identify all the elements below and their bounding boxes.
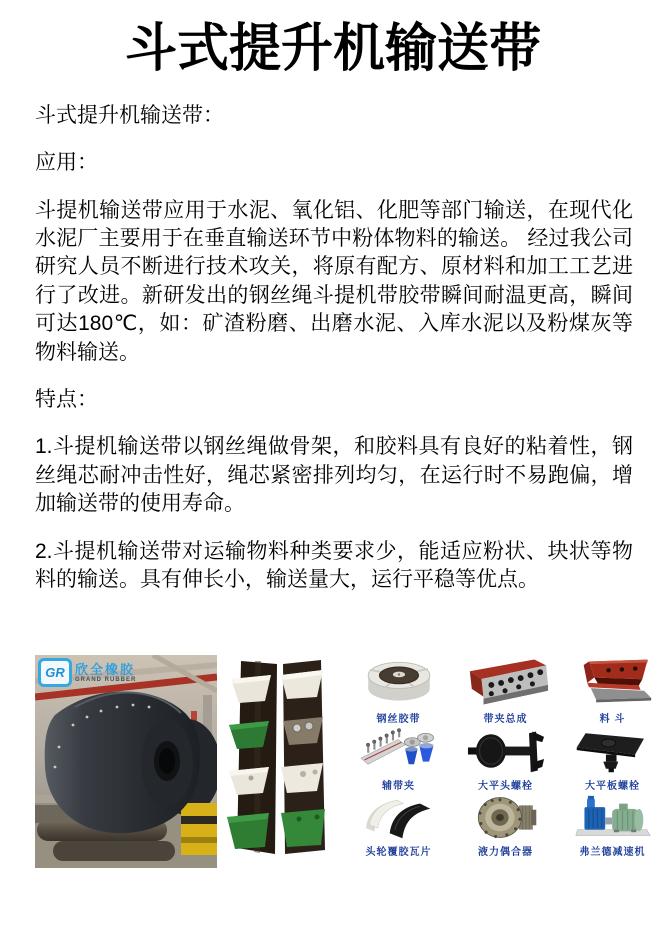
features-label: 特点： <box>35 388 98 412</box>
belt-clamp-assembly-image <box>462 655 550 707</box>
product-label: 辅带夹 <box>382 781 415 792</box>
product-cell-steel-wire-belt <box>345 655 452 728</box>
product-cell-belt-clamp-assembly <box>452 655 559 728</box>
intro-label: 斗式提升机输送带： <box>35 103 224 127</box>
logo-name-en: GRAND RUBBER <box>75 676 137 683</box>
product-label: 大平头螺栓 <box>478 781 533 792</box>
logo-gr-monogram: GR <box>38 658 72 687</box>
brand-logo <box>38 658 136 687</box>
head-wheel-rubber-tile-image <box>359 796 439 840</box>
elevator-buckets-image <box>225 655 331 860</box>
application-paragraph: 斗提机输送带应用于水泥、氧化铝、化肥等部门输送，在现代化水泥厂主要用于在垂直输送环节中粉体物料的输送。 经过我公司研究人员不断进行技术攻关，将原有配方、原材料和加工工艺进行了改进。新研发出的钢丝绳斗提机带胶带瞬间耐温更高，瞬间可达180℃，如：矿渣粉磨、出磨水泥、入库水泥以及粉煤灰等物料输送。 <box>35 198 633 364</box>
feature-1-paragraph: 1.斗提机输送带以钢丝绳做骨架，和胶料具有良好的粘着性，钢丝绳芯耐冲击性好，绳芯紧密排列均匀，在运行时不易跑偏，增加输送带的使用寿命。 <box>35 435 633 516</box>
product-label: 带夹总成 <box>483 714 528 725</box>
steel-wire-belt-roll-image <box>357 655 441 707</box>
product-label: 头轮覆胶瓦片 <box>365 847 432 858</box>
product-label: 弗兰德减速机 <box>579 847 646 858</box>
auxiliary-belt-clamp-image <box>355 728 443 774</box>
bucket-panel-photo <box>225 655 331 860</box>
product-label: 液力偶合器 <box>478 847 533 858</box>
product-label: 大平板螺栓 <box>585 781 640 792</box>
hopper-image <box>573 655 653 707</box>
product-cell-flat-plate-bolt <box>559 728 666 795</box>
application-label: 应用： <box>35 151 98 175</box>
product-cell-flender-reducer <box>559 795 666 861</box>
feature-2-paragraph: 2.斗提机输送带对运输物料种类要求少，能适应粉状、块状等物料的输送。具有伸长小，输送量大，运行平稳等优点。 <box>35 539 633 592</box>
flat-plate-bolt-image <box>571 728 655 774</box>
product-cell-head-wheel-tile <box>345 795 452 861</box>
flat-head-bolt-image <box>463 728 549 774</box>
product-label: 钢丝胶带 <box>376 714 421 725</box>
product-grid <box>345 655 666 867</box>
logo-name-cn: 欣全橡胶 <box>75 661 136 677</box>
belt-roll-photo <box>35 655 217 868</box>
body-text <box>35 102 633 595</box>
hydraulic-coupling-image <box>466 795 546 840</box>
product-cell-auxiliary-belt-clamp <box>345 728 452 795</box>
flender-reducer-image <box>570 795 656 840</box>
product-cell-hydraulic-coupling <box>452 795 559 861</box>
image-gallery <box>0 655 666 870</box>
page-title: 斗式提升机输送带 <box>124 20 541 78</box>
product-cell-flat-head-bolt <box>452 728 559 795</box>
product-cell-hopper <box>559 655 666 728</box>
product-label: 料 斗 <box>599 714 626 725</box>
